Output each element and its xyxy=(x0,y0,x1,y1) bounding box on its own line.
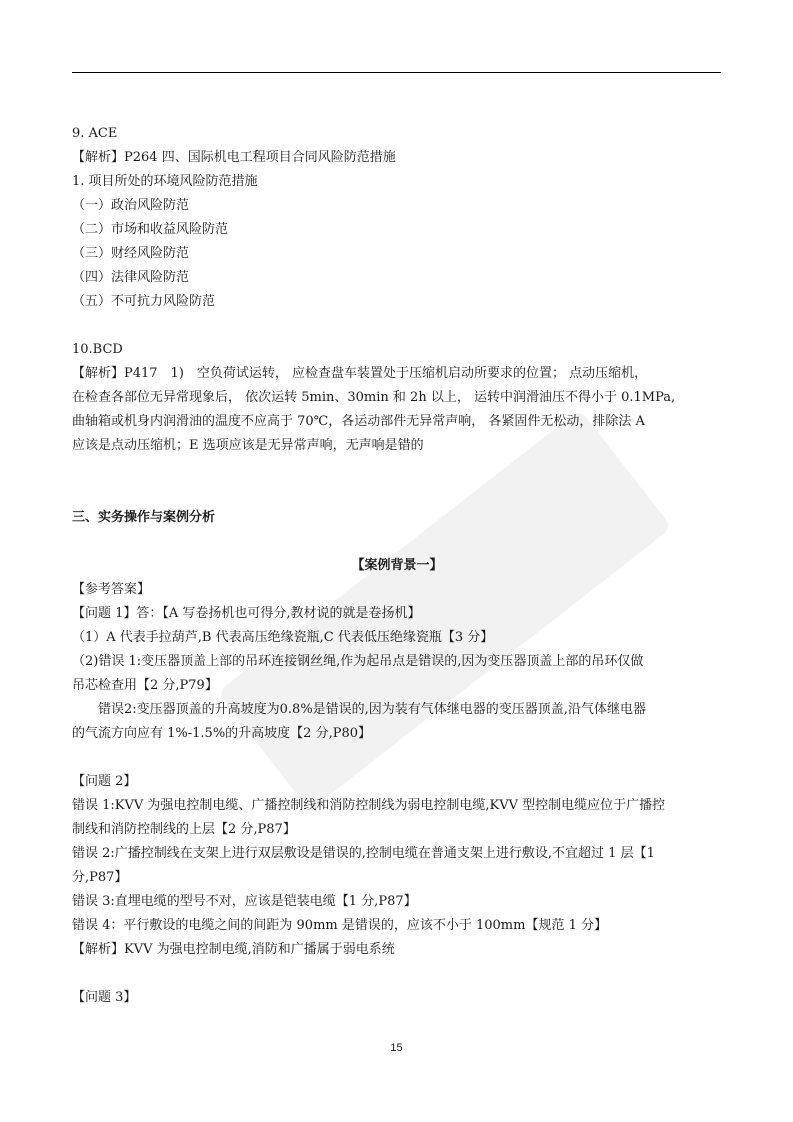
text-line: 曲轴箱或机身内润滑油的温度不应高于 70℃，各运动部件无异常声响， 各紧固件无松动，排除法 A xyxy=(72,414,645,429)
text-line: 【问题 3】 xyxy=(72,990,137,1005)
text-line: 错误 2:广播控制线在支架上进行双层敷设是错误的,控制电缆在普通支架上进行敷设,不宜超过 1 层【1 xyxy=(72,846,655,861)
section-heading: 三、实务操作与案例分析 xyxy=(72,510,216,525)
text-line: 【问题 1】答：【A 写卷扬机也可得分,教材说的就是卷扬机】 xyxy=(72,606,421,621)
text-line: （2)错误 1:变压器顶盖上部的吊环连接钢丝绳,作为起吊点是错误的,因为变压器顶盖上部的吊环仅做 xyxy=(72,654,644,669)
text-line: 的气流方向应有 1%-1.5%的升高坡度【2 分,P80】 xyxy=(72,726,372,741)
text-line: （五）不可抗力风险防范 xyxy=(72,294,216,309)
text-line: 1. 项目所处的环境风险防范措施 xyxy=(72,174,258,189)
text-line: 分,P87】 xyxy=(72,870,128,885)
text-line: 10.BCD xyxy=(72,342,123,357)
text-line: （一）政治风险防范 xyxy=(72,198,190,213)
text-line: （三）财经风险防范 xyxy=(72,246,190,261)
text-line: 错误 4：平行敷设的电缆之间的间距为 90mm 是错误的，应该不小于 100mm【规范 1 分】 xyxy=(72,918,607,933)
text-line: 9. ACE xyxy=(72,126,118,141)
text-line: 错误 3:直埋电缆的型号不对，应该是铠装电缆【1 分,P87】 xyxy=(72,894,417,909)
text-line: 在检查各部位无异常现象后， 依次运转 5min、30min 和 2h 以上， 运转中润滑油压不得小于 0.1MPa, xyxy=(72,390,676,405)
text-line: 【解析】KVV 为强电控制电缆,消防和广播属于弱电系统 xyxy=(72,942,395,957)
document-body xyxy=(72,122,722,1010)
text-line: 【问题 2】 xyxy=(72,774,137,789)
text-line: 吊芯检查用【2 分,P79】 xyxy=(72,678,218,693)
text-line: （二）市场和收益风险防范 xyxy=(72,222,229,237)
text-line: 错误 1:KVV 为强电控制电缆、广播控制线和消防控制线为弱电控制电缆,KVV 型控制电缆应位于广播控 xyxy=(72,798,666,813)
page-number: 15 xyxy=(390,1042,403,1054)
text-line: 【解析】P417 1) 空负荷试运转， 应检查盘车装置处于压缩机启动所要求的位置； 点动压缩机， xyxy=(72,366,648,381)
case-title: 【案例背景一】 xyxy=(351,558,443,573)
text-line: 【解析】P264 四、国际机电工程项目合同风险防范措施 xyxy=(72,150,396,165)
text-line: （四）法律风险防范 xyxy=(72,270,190,285)
spacer xyxy=(72,530,722,554)
header-rule xyxy=(72,72,721,73)
spacer xyxy=(72,314,722,338)
text-line: 制线和消防控制线的上层【2 分,P87】 xyxy=(72,822,296,837)
text-line: 错误2:变压器顶盖的升高坡度为0.8%是错误的,因为装有气体继电器的变压器顶盖,沿气体继电器 xyxy=(98,702,646,717)
spacer xyxy=(72,962,722,986)
text-line: 应该是点动压缩机；E 选项应该是无异常声响，无声响是错的 xyxy=(72,438,424,453)
text-line: 【参考答案】 xyxy=(72,582,151,597)
spacer xyxy=(72,746,722,770)
text-line: （1）A 代表手拉葫芦,B 代表高压绝缘瓷瓶,C 代表低压绝缘瓷瓶【3 分】 xyxy=(72,630,494,645)
spacer xyxy=(72,458,722,506)
